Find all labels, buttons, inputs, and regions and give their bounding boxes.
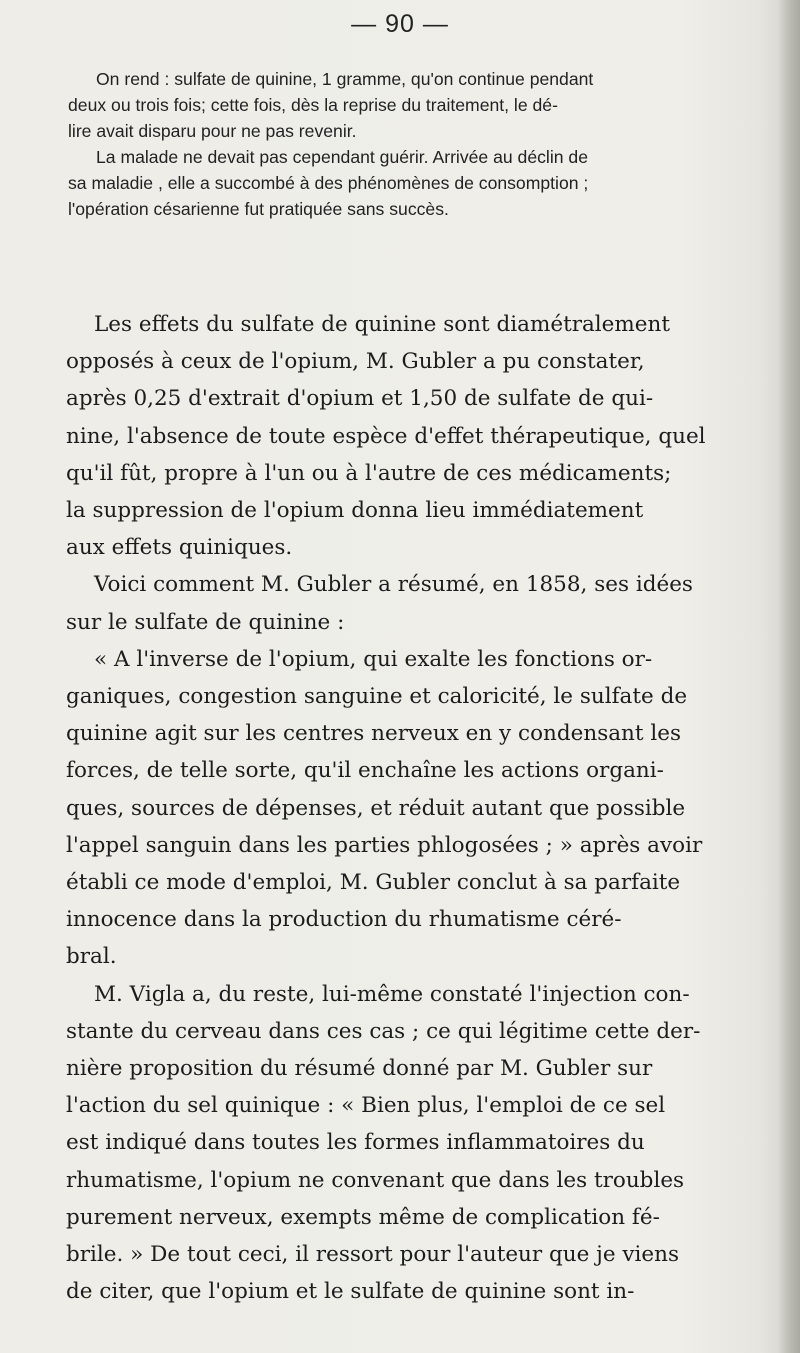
text-line: stante du cerveau dans ces cas ; ce qui légitime cette der- [66,1018,701,1044]
page-edge-shadow [778,0,800,1353]
text-line: aux effets quiniques. [66,535,293,561]
text-line: quinine agit sur les centres nerveux en y condensant les [66,721,682,747]
main-text-body [66,306,772,1310]
text-line: est indiqué dans toutes les formes inflammatoires du [66,1130,645,1156]
text-line: forces, de telle sorte, qu'il enchaîne les actions organi- [66,758,664,784]
case-report-paragraph [68,66,768,222]
text-line: l'opération césarienne fut pratiquée sans succès. [68,199,449,219]
text-line: Voici comment M. Gubler a résumé, en 1858, ses idées [94,572,693,598]
text-line: l'action du sel quinique : « Bien plus, l'emploi de ce sel [66,1093,666,1119]
text-line: qu'il fût, propre à l'un ou à l'autre de ces médicaments; [66,460,672,486]
text-line: sur le sulfate de quinine : [66,609,345,635]
text-line: établi ce mode d'emploi, M. Gubler conclut à sa parfaite [66,870,681,896]
text-line: nière proposition du résumé donné par M. Gubler sur [66,1056,653,1082]
text-line: Les effets du sulfate de quinine sont diamétralement [94,312,671,337]
text-line: nine, l'absence de toute espèce d'effet thérapeutique, quel [66,423,706,449]
text-line: deux ou trois fois; cette fois, dès la reprise du traitement, le dé- [68,95,558,115]
text-line: la suppression de l'opium donna lieu immédiatement [66,498,644,524]
text-line: On rend : sulfate de quinine, 1 gramme, qu'on continue pendant [96,69,594,89]
text-line: rhumatisme, l'opium ne convenant que dans les troubles [66,1167,685,1193]
text-line: sa maladie , elle a succombé à des phénomènes de consomption ; [68,173,589,193]
text-line: ganiques, congestion sanguine et caloricité, le sulfate de [66,684,688,710]
text-line: La malade ne devait pas cependant guérir. Arrivée au déclin de [96,147,588,167]
text-line: de citer, que l'opium et le sulfate de quinine sont in- [66,1279,635,1305]
text-line: purement nerveux, exempts même de complication fé- [66,1204,660,1230]
text-line: lire avait disparu pour ne pas revenir. [68,121,357,141]
text-line: opposés à ceux de l'opium, M. Gubler a pu constater, [66,349,645,375]
text-line: après 0,25 d'extrait d'opium et 1,50 de sulfate de qui- [66,386,654,412]
text-line: innocence dans la production du rhumatisme céré- [66,907,622,933]
text-line: « A l'inverse de l'opium, qui exalte les fonctions or- [94,646,653,672]
text-line: brile. » De tout ceci, il ressort pour l'auteur que je viens [66,1242,680,1268]
page-number: — 90 — [351,10,449,38]
text-line: bral. [66,944,117,970]
text-line: l'appel sanguin dans les parties phlogosées ; » après avoir [66,832,703,858]
text-line: M. Vigla a, du reste, lui-même constaté l'injection con- [94,981,690,1007]
text-line: ques, sources de dépenses, et réduit autant que possible [66,795,686,821]
